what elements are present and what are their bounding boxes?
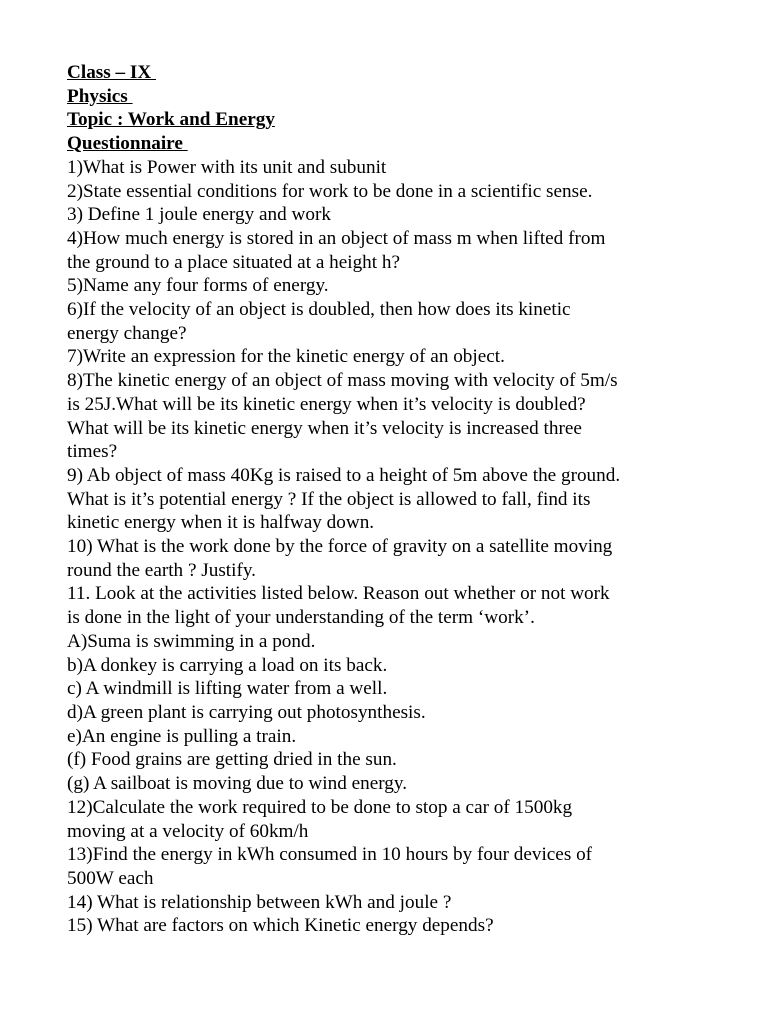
activity-line: (g) A sailboat is moving due to wind energy.: [67, 773, 408, 795]
question-line: moving at a velocity of 60km/h: [67, 820, 309, 842]
subject-heading: Physics: [67, 85, 133, 107]
activity-line: c) A windmill is lifting water from a well.: [67, 678, 388, 700]
question-line: round the earth ? Justify.: [67, 559, 256, 581]
questionnaire-heading: Questionnaire: [67, 133, 188, 155]
topic-heading: Topic : Work and Energy: [67, 109, 275, 131]
question-line: the ground to a place situated at a height h?: [67, 251, 400, 273]
question-line: 1)What is Power with its unit and subunit: [67, 156, 387, 178]
question-line: 15) What are factors on which Kinetic energy depends?: [67, 915, 494, 937]
question-line: 12)Calculate the work required to be done to stop a car of 1500kg: [67, 796, 573, 818]
question-line: 5)Name any four forms of energy.: [67, 275, 329, 297]
question-line: 14) What is relationship between kWh and joule ?: [67, 891, 452, 913]
question-line: 13)Find the energy in kWh consumed in 10 hours by four devices of: [67, 844, 593, 866]
activity-line: A)Suma is swimming in a pond.: [67, 630, 316, 652]
question-list: [67, 156, 727, 938]
activity-line: e)An engine is pulling a train.: [67, 725, 297, 747]
question-line: is 25J.What will be its kinetic energy when it’s velocity is doubled?: [67, 393, 586, 415]
question-line: 8)The kinetic energy of an object of mass moving with velocity of 5m/s: [67, 370, 618, 392]
activity-line: d)A green plant is carrying out photosynthesis.: [67, 701, 426, 723]
question-line: is done in the light of your understanding of the term ‘work’.: [67, 607, 535, 629]
activity-line: b)A donkey is carrying a load on its back.: [67, 654, 388, 676]
question-line: times?: [67, 441, 118, 463]
activity-line: (f) Food grains are getting dried in the sun.: [67, 749, 397, 771]
question-line: 2)State essential conditions for work to be done in a scientific sense.: [67, 180, 593, 202]
question-line: 500W each: [67, 867, 154, 889]
question-line: 4)How much energy is stored in an object of mass m when lifted from: [67, 227, 606, 249]
question-line: kinetic energy when it is halfway down.: [67, 512, 375, 534]
question-line: 7)Write an expression for the kinetic energy of an object.: [67, 346, 505, 368]
question-line: energy change?: [67, 322, 187, 344]
question-line: 10) What is the work done by the force of gravity on a satellite moving: [67, 536, 613, 558]
class-heading: Class – IX: [67, 62, 157, 83]
question-line: 6)If the velocity of an object is doubled, then how does its kinetic: [67, 299, 571, 321]
document-page: [67, 61, 727, 938]
question-line: 11. Look at the activities listed below. Reason out whether or not work: [67, 583, 610, 605]
question-line: 9) Ab object of mass 40Kg is raised to a height of 5m above the ground.: [67, 464, 621, 486]
question-line: What will be its kinetic energy when it’s velocity is increased three: [67, 417, 582, 439]
question-line: What is it’s potential energy ? If the object is allowed to fall, find its: [67, 488, 591, 510]
question-line: 3) Define 1 joule energy and work: [67, 204, 331, 226]
